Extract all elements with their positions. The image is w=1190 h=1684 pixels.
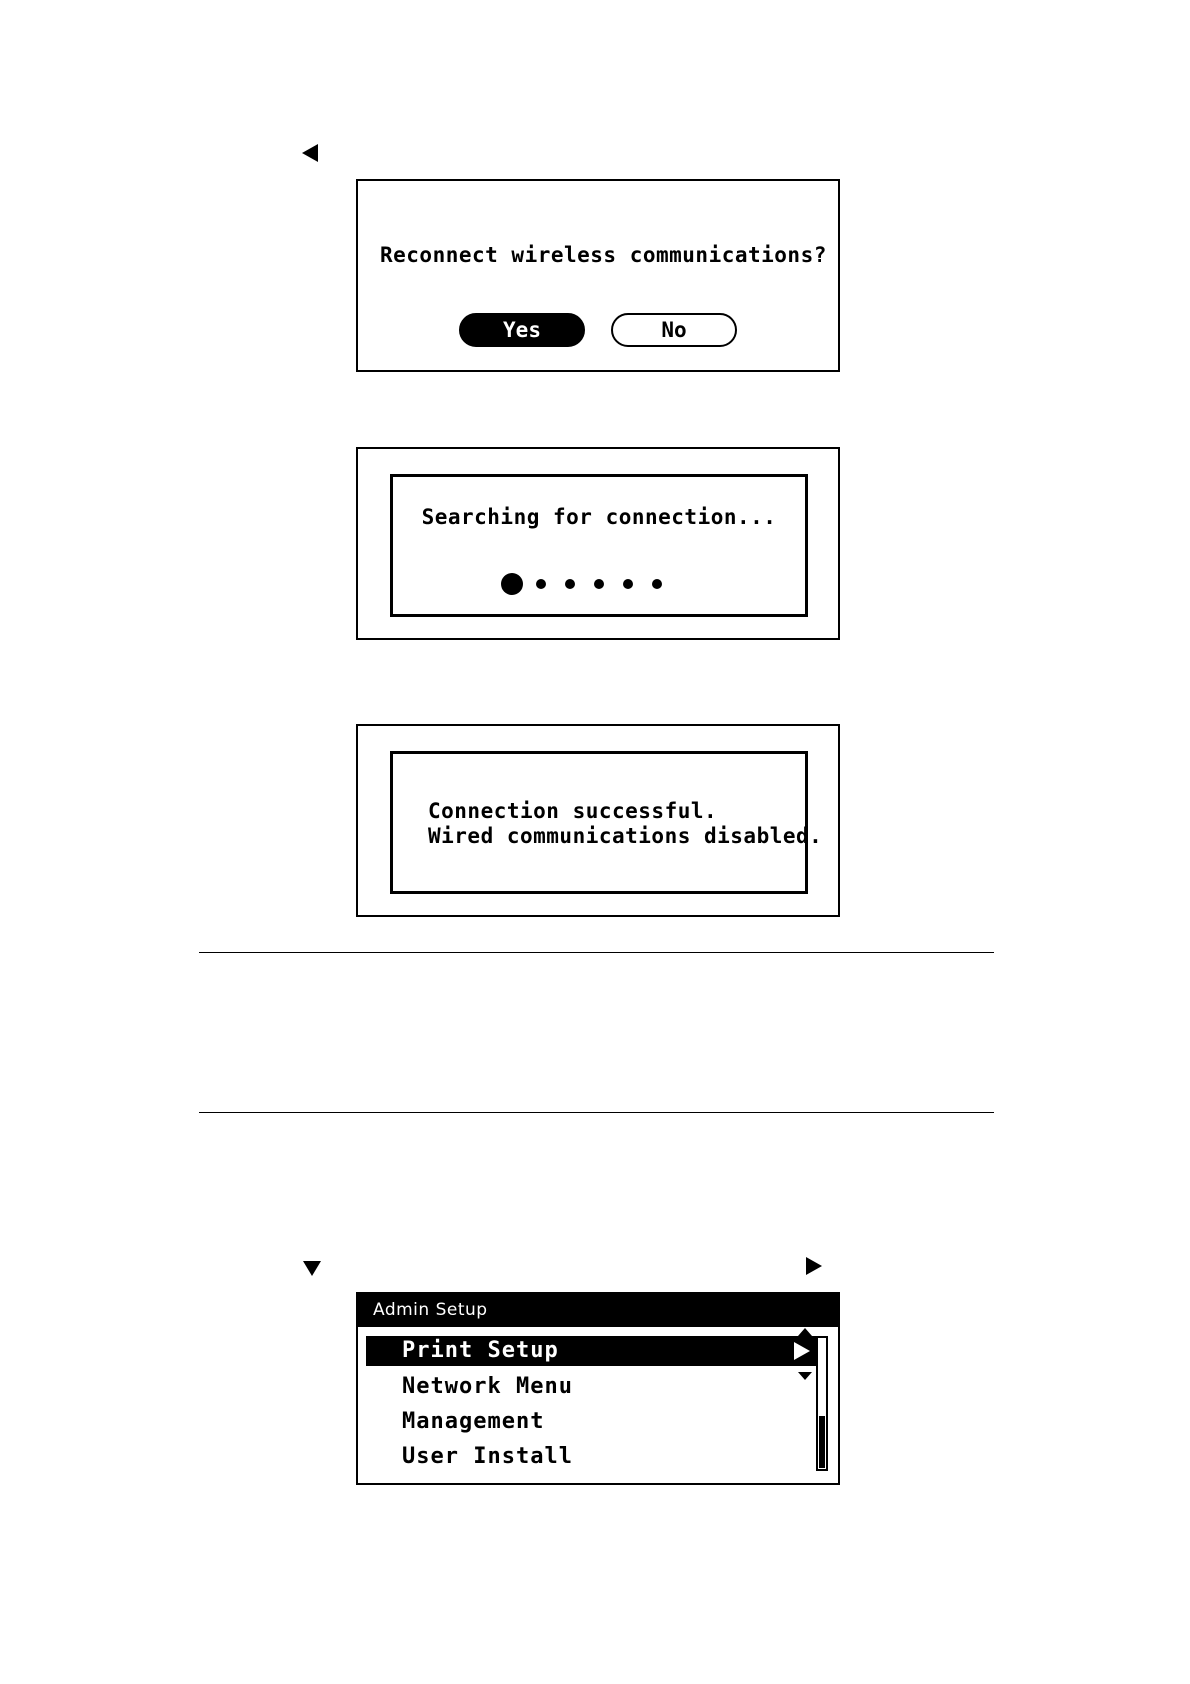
progress-dot xyxy=(594,579,604,589)
progress-dot xyxy=(652,579,662,589)
menu-list xyxy=(366,1336,818,1476)
searching-message: Searching for connection... xyxy=(421,505,777,529)
progress-dot xyxy=(565,579,575,589)
divider xyxy=(199,952,994,953)
scrollbar[interactable] xyxy=(816,1336,828,1471)
success-line-2: Wired communications disabled. xyxy=(428,824,823,848)
menu-item-label: Print Setup xyxy=(402,1338,559,1363)
success-panel xyxy=(390,751,823,894)
right-triangle-icon xyxy=(806,1257,822,1275)
progress-dot-active xyxy=(501,573,523,595)
menu-item-network-menu[interactable] xyxy=(366,1371,818,1406)
divider xyxy=(199,1112,994,1113)
menu-item-management[interactable] xyxy=(366,1406,818,1441)
reconnect-prompt: Reconnect wireless communications? xyxy=(380,243,827,267)
searching-dialog xyxy=(356,447,840,640)
reconnect-dialog xyxy=(356,179,840,372)
success-line-1: Connection successful. xyxy=(428,799,718,823)
scroll-down-icon[interactable] xyxy=(798,1372,812,1380)
success-message xyxy=(428,799,822,849)
scroll-up-icon[interactable] xyxy=(798,1328,812,1336)
success-dialog xyxy=(356,724,840,917)
progress-dot xyxy=(623,579,633,589)
searching-panel xyxy=(390,474,808,617)
menu-item-user-install[interactable] xyxy=(366,1441,818,1476)
menu-item-label: Network Menu xyxy=(402,1374,573,1399)
menu-item-label: User Install xyxy=(402,1444,573,1469)
admin-setup-menu xyxy=(356,1292,840,1485)
yes-button[interactable]: Yes xyxy=(459,313,585,347)
menu-title: Admin Setup xyxy=(358,1294,838,1327)
left-triangle-icon xyxy=(302,144,318,162)
scroll-thumb[interactable] xyxy=(819,1416,825,1468)
menu-item-print-setup[interactable] xyxy=(366,1336,818,1366)
progress-dot xyxy=(536,579,546,589)
submenu-arrow-icon xyxy=(794,1342,810,1360)
no-button[interactable]: No xyxy=(611,313,737,347)
menu-item-label: Management xyxy=(402,1409,545,1434)
down-triangle-icon xyxy=(303,1261,321,1276)
